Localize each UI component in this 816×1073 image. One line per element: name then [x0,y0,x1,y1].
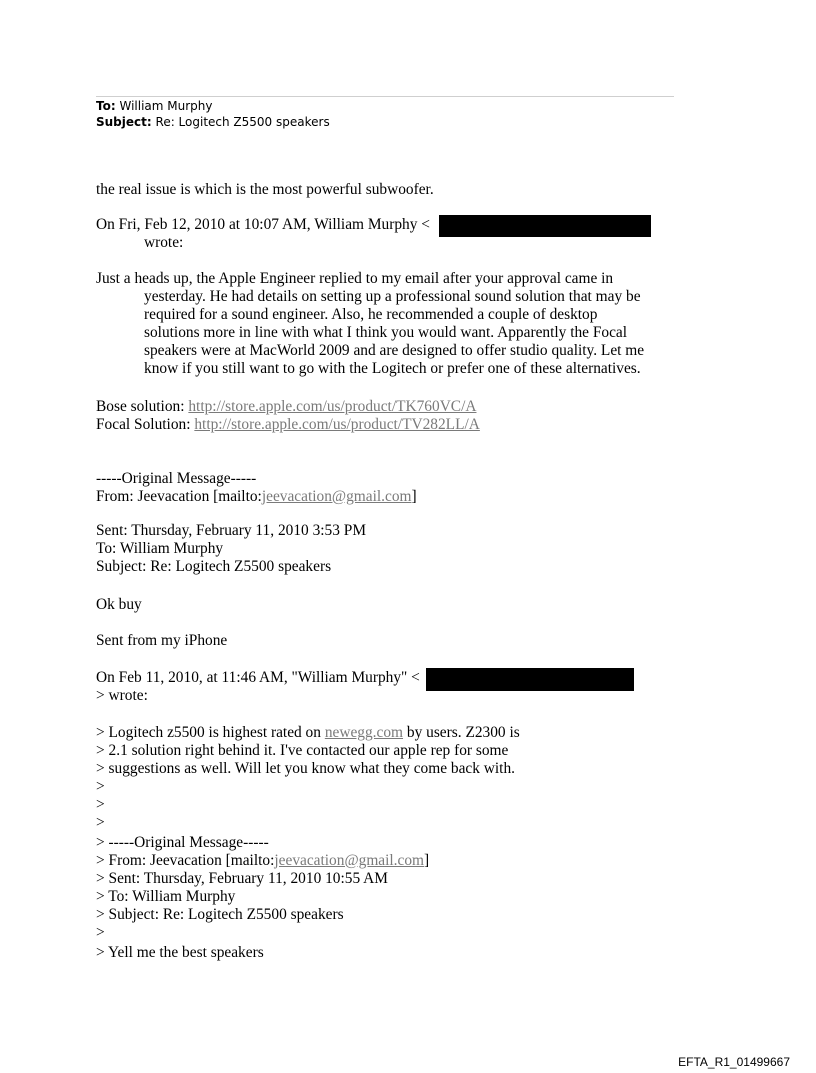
redaction-box [439,215,651,237]
reply1-intro: On Fri, Feb 12, 2010 at 10:07 AM, William Murphy < [96,216,430,233]
quoted-line: > 2.1 solution right behind it. I've contacted our apple rep for some [96,742,509,759]
bose-line [96,398,476,416]
quoted-last-line: > Yell me the best speakers [96,944,264,961]
focal-label: Focal Solution: [96,416,195,433]
reply2-intro: On Feb 11, 2010, at 11:46 AM, "William Murphy" < [96,669,420,686]
to-label: To: [96,99,116,113]
quoted-from-prefix: > From: Jeevacation [mailto: [96,852,275,869]
quoted-prefix: > Logitech z5500 is highest rated on [96,724,325,741]
subject-value: Re: Logitech Z5500 speakers [155,115,330,129]
quoted-from [96,852,429,870]
para-line: yesterday. He had details on setting up a professional sound solution that may be [144,288,641,305]
quoted-subject: > Subject: Re: Logitech Z5500 speakers [96,906,344,923]
quoted-suffix: by users. Z2300 is [403,724,520,741]
focal-line [96,416,480,434]
redaction-box [426,668,634,691]
reply1-wrote: wrote: [144,234,184,251]
original-message-separator: -----Original Message----- [96,470,257,487]
focal-link[interactable]: http://store.apple.com/us/product/TV282LL/A [194,416,480,433]
quoted-email-link[interactable]: jeevacation@gmail.com [274,852,425,869]
quoted-to: > To: William Murphy [96,888,236,905]
para-line: speakers were at MacWorld 2009 and are designed to offer studio quality. Let me [144,342,645,359]
quoted-blank: > [96,814,105,831]
orig1-subject: Subject: Re: Logitech Z5500 speakers [96,558,332,575]
subject-label: Subject: [96,115,152,129]
orig1-from-prefix: From: Jeevacation [mailto: [96,488,262,505]
para-line: know if you still want to go with the Logitech or prefer one of these alternatives. [144,360,641,377]
orig1-from-suffix: ] [411,488,417,505]
bose-label: Bose solution: [96,398,189,415]
newegg-link[interactable]: newegg.com [324,724,404,741]
quoted-blank: > [96,924,105,941]
quoted-sent: > Sent: Thursday, February 11, 2010 10:55 AM [96,870,388,887]
orig1-sent: Sent: Thursday, February 11, 2010 3:53 PM [96,522,367,539]
orig1-email-link[interactable]: jeevacation@gmail.com [261,488,412,505]
orig1-from [96,488,417,506]
ok-buy-line: Ok buy [96,596,142,613]
para-line: solutions more in line with what I think you would want. Apparently the Focal [144,324,628,341]
subject-line [96,114,330,130]
sent-from-line: Sent from my iPhone [96,632,228,649]
header-divider [96,96,674,97]
to-value: William Murphy [119,99,213,113]
para-line: required for a sound engineer. Also, he recommended a couple of desktop [144,306,598,323]
quoted-line: > suggestions as well. Will let you know what they come back with. [96,760,515,777]
para-line: Just a heads up, the Apple Engineer replied to my email after your approval came in [96,270,614,287]
reply2-wrote: > wrote: [96,687,148,704]
orig1-to: To: William Murphy [96,540,224,557]
quoted-blank: > [96,778,105,795]
quoted-line [96,724,520,742]
document-id: EFTA_R1_01499667 [678,1055,790,1069]
quoted-from-suffix: ] [424,852,430,869]
quoted-blank: > [96,796,105,813]
opening-line: the real issue is which is the most powerful subwoofer. [96,181,434,198]
to-line [96,98,212,114]
bose-link[interactable]: http://store.apple.com/us/product/TK760VC/A [188,398,477,415]
quoted-separator: > -----Original Message----- [96,834,269,851]
